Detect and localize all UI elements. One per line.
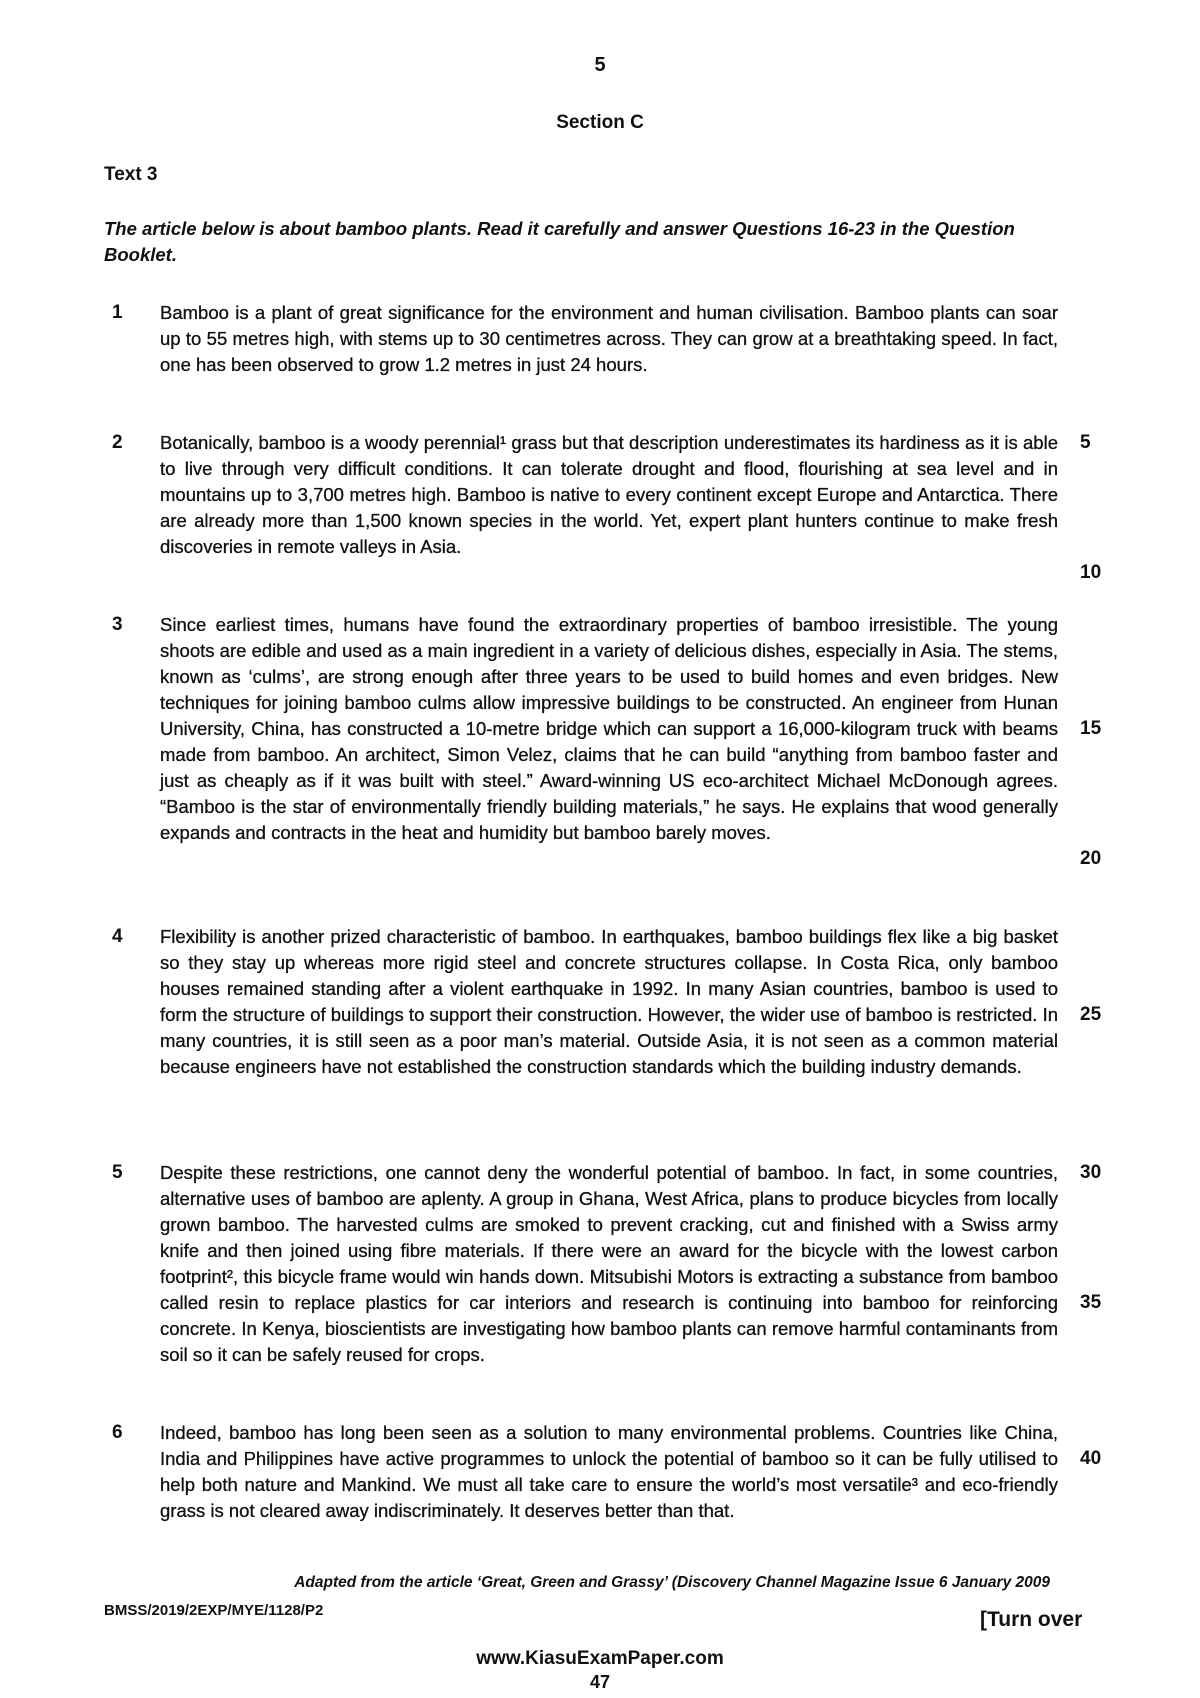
paragraph-text: Botanically, bamboo is a woody perennial¹ grass but that description underestimates its hardiness as it is able to live through very difficult conditions. It can tolerate drought and flood, flourishing at sea level and in mountains up to 3,700 metres high. Bamboo is native to every continent except Europe and Antarctica. There are already more than 1,500 known species in the world. Yet, expert plant hunters continue to make fresh discoveries in remote valleys in Asia. [160,432,1058,557]
line-number: 35 [1080,1292,1102,1313]
paragraph-number: 2 [112,432,123,453]
paragraph-text: Despite these restrictions, one cannot deny the wonderful potential of bamboo. In fact, in some countries, alternative uses of bamboo are aplenty. A group in Ghana, West Africa, plans to produce bicycles from locally grown bamboo. The harvested culms are smoked to prevent cracking, cut and finished with a Swiss army knife and then joined using fibre materials. If there were an award for the bicycle with the lowest carbon footprint², this bicycle frame would win hands down. Mitsubishi Motors is extracting a substance from bamboo called resin to replace plastics for car interiors and research is continuing into bamboo for reinforcing concrete. In Kenya, bioscientists are investigating how bamboo plants can remove harmful contaminants from soil so it can be safely reused for crops. [160,1162,1058,1365]
paragraph-number: 4 [112,926,123,947]
paper-code: BMSS/2019/2EXP/MYE/1128/P2 [104,1602,324,1619]
section-heading: Section C [556,112,644,133]
turn-over-label: [Turn over [980,1608,1083,1631]
website-link[interactable]: www.KiasuExamPaper.com [476,1648,724,1669]
line-number: 15 [1080,718,1102,739]
line-number: 25 [1080,1004,1102,1025]
line-number: 30 [1080,1162,1102,1183]
line-number: 40 [1080,1448,1102,1469]
paragraph-number: 6 [112,1422,123,1443]
line-number: 20 [1080,848,1102,869]
paragraph-number: 3 [112,614,123,635]
paragraph-text: Indeed, bamboo has long been seen as a solution to many environmental problems. Countries like China, India and Philippines have active programmes to unlock the potential of bamboo so it can be fully utilised to help both nature and Mankind. We must all take care to ensure the world’s most versatile³ and eco-friendly grass is not cleared away indiscriminately. It deserves better than that. [160,1422,1058,1521]
paragraph-text: Bamboo is a plant of great significance for the environment and human civilisation. Bamboo plants can soar up to 55 metres high, with stems up to 30 centimetres across. They can grow at a breathtaking speed. In fact, one has been observed to grow 1.2 metres in just 24 hours. [160,302,1058,375]
source-citation: Adapted from the article ‘Great, Green and Grassy’ (Discovery Channel Magazine Issue 6 January 2009 [294,1574,1050,1591]
page-number-top: 5 [594,54,606,76]
paragraph-number: 1 [112,302,123,323]
line-number: 10 [1080,562,1102,583]
paragraph-text: Flexibility is another prized characteristic of bamboo. In earthquakes, bamboo buildings flex like a big basket so they stay up whereas more rigid steel and concrete structures collapse. In Costa Rica, only bamboo houses remained standing after a violent earthquake in 1992. In many Asian countries, bamboo is used to form the structure of buildings to support their construction. However, the wider use of bamboo is restricted. In many countries, it is still seen as a poor man’s material. Outside Asia, it is not seen as a common material because engineers have not established the construction standards which the building industry demands. [160,926,1058,1077]
paragraph-number: 5 [112,1162,123,1183]
instructions: The article below is about bamboo plants. Read it carefully and answer Questions 16-23 in the Question Booklet. [104,218,1015,265]
paragraph-text: Since earliest times, humans have found the extraordinary properties of bamboo irresistible. The young shoots are edible and used as a main ingredient in a variety of delicious dishes, especially in Asia. The stems, known as ‘culms’, are strong enough after three years to be used to build homes and even bridges. New techniques for joining bamboo culms allow impressive buildings to be constructed. An engineer from Hunan University, China, has constructed a 10-metre bridge which can support a 16,000-kilogram truck with beams made from bamboo. An architect, Simon Velez, claims that he can build “anything from bamboo faster and just as cheaply as if it was built with steel.” Award-winning US eco-architect Michael McDonough agrees. “Bamboo is the star of environmentally friendly building materials,” he says. He explains that wood generally expands and contracts in the heat and humidity but bamboo barely moves. [160,614,1058,843]
line-number: 5 [1080,432,1091,453]
page-number-bottom: 47 [589,1672,611,1692]
text-label: Text 3 [104,164,158,185]
